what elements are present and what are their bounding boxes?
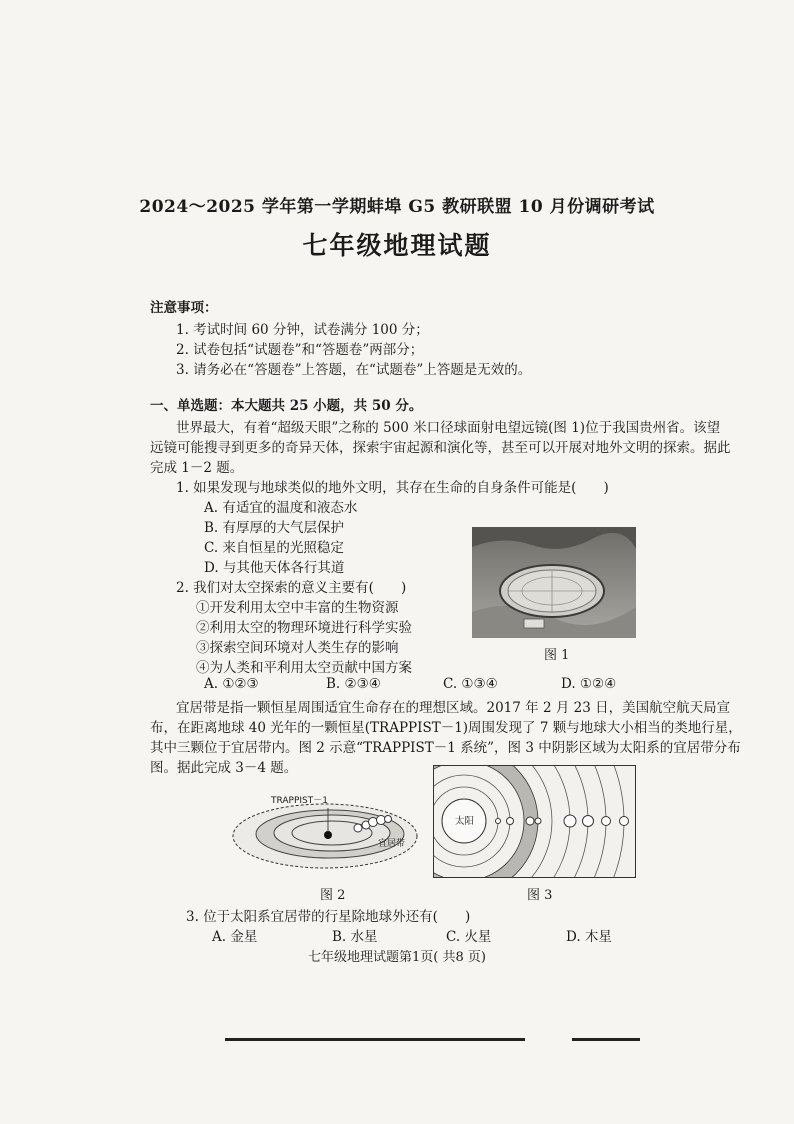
zone-label: 宜居带 xyxy=(378,839,406,849)
statement-item: ①开发利用太空中丰富的生物资源 xyxy=(196,600,399,616)
question-stem: 3. 位于太阳系宜居带的行星除地球外还有( ) xyxy=(186,909,471,925)
scan-edge-line xyxy=(572,1038,640,1041)
question-stem: 2. 我们对太空探索的意义主要有( ) xyxy=(176,580,407,596)
star-dot xyxy=(324,831,332,839)
passage-line: 远镜可能搜寻到更多的奇异天体，探索宇宙起源和演化等，甚至可以开展对地外文明的探索。据此 xyxy=(150,440,731,456)
statement-item: ④为人类和平利用太空贡献中国方案 xyxy=(196,660,412,676)
paper-title: 七年级地理试题 xyxy=(302,231,492,260)
passage-line: 布，在距离地球 40 光年的一颗恒星(TRAPPIST－1)周围发现了 7 颗与地球大小相当的类地行星， xyxy=(150,720,742,736)
notice-item: 2. 试卷包括“试题卷”和“答题卷”两部分； xyxy=(176,342,424,358)
statement-item: ②利用太空的物理环境进行科学实验 xyxy=(196,620,412,636)
passage-line: 宜居带是指一颗恒星周围适宜生命存在的理想区域。2017 年 2 月 23 日，美国航空航天局宣 xyxy=(176,700,731,716)
section-heading: 一、单选题：本大题共 25 小题，共 50 分。 xyxy=(150,398,423,414)
option-c: C. 火星 xyxy=(446,929,492,945)
option-a: A. 有适宜的温度和液态水 xyxy=(204,500,358,516)
sun-label: 太阳 xyxy=(455,816,475,827)
option-d: D. 木星 xyxy=(566,929,612,945)
telescope-illustration xyxy=(472,527,636,638)
figure-caption: 图 2 xyxy=(320,888,346,903)
question-stem: 1. 如果发现与地球类似的地外文明，其存在生命的自身条件可能是( ) xyxy=(176,480,609,496)
notice-heading: 注意事项： xyxy=(150,300,218,316)
figure-caption: 图 3 xyxy=(527,888,553,903)
telescope-photo xyxy=(472,527,636,638)
passage-line: 完成 1－2 题。 xyxy=(150,460,244,476)
option-a: A. 金星 xyxy=(212,929,258,945)
option-c: C. ①③④ xyxy=(443,676,498,692)
option-a: A. ①②③ xyxy=(204,676,259,692)
option-b: B. 有厚厚的大气层保护 xyxy=(204,520,345,536)
figure-caption: 图 1 xyxy=(544,648,570,663)
option-d: D. 与其他天体各行其道 xyxy=(204,560,345,576)
option-b: B. 水星 xyxy=(332,929,378,945)
notice-item: 3. 请务必在“答题卷”上答题，在“试题卷”上答题是无效的。 xyxy=(176,362,532,378)
passage-line: 图。据此完成 3－4 题。 xyxy=(150,760,298,776)
option-d: D. ①②④ xyxy=(561,676,617,692)
statement-item: ③探索空间环境对人类生存的影响 xyxy=(196,640,399,656)
page-footer: 七年级地理试题第1页( 共8 页) xyxy=(308,950,486,965)
notice-item: 1. 考试时间 60 分钟，试卷满分 100 分； xyxy=(176,322,429,338)
option-c: C. 来自恒星的光照稳定 xyxy=(204,540,344,556)
trappist-label: TRAPPIST－1 xyxy=(271,796,328,806)
scan-edge-line xyxy=(225,1038,525,1041)
passage-line: 世界最大，有着“超级天眼”之称的 500 米口径球面射电望远镜(图 1)位于我国贵州省。该望 xyxy=(176,420,721,436)
option-b: B. ②③④ xyxy=(326,676,381,692)
passage-line: 其中三颗位于宜居带内。图 2 示意“TRAPPIST－1 系统”，图 3 中阴影区域为太阳系的宜居带分布 xyxy=(150,740,741,756)
exam-title: 2024～2025 学年第一学期蚌埠 G5 教研联盟 10 月份调研考试 xyxy=(139,197,655,217)
